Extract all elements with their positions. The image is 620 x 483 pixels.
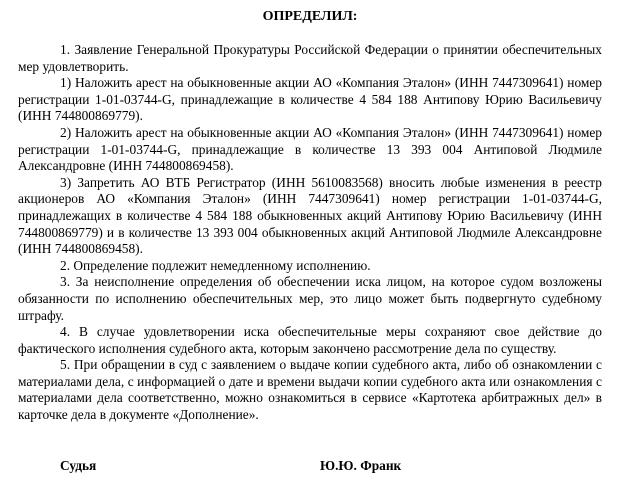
signature-name: Ю.Ю. Франк — [320, 458, 402, 473]
paragraph-1-item-3: 3) Запретить АО ВТБ Регистратор (ИНН 5610083568) вносить любые изменения в реестр акционеров АО «Компания Эталон» (ИНН 7447309641) номер регистрации 1-01-03744-G, принадлежащих в количестве 4 584 188 обыкновенных акций Антипову Юрию Васильевичу (ИНН 744800869779) и в количестве 13 393 004 обыкновенных акций Антиповой Людмиле Александровне (ИНН 744800869458). — [18, 174, 602, 257]
ruling-body — [18, 42, 602, 424]
section-heading: ОПРЕДЕЛИЛ: — [262, 9, 358, 24]
signature-role: Судья — [60, 458, 97, 473]
paragraph-5: 5. При обращении в суд с заявлением о выдаче копии судебного акта, либо об ознакомлении с материалами дела, с информацией о дате и времени выдачи копии судебного акта или ознакомления с материалами дела соответственно, можно ознакомиться в сервисе «Картотека арбитражных дел» в карточке дела в документе «Дополнение». — [18, 357, 602, 423]
paragraph-1: 1. Заявление Генеральной Прокуратуры Российской Федерации о принятии обеспечительных мер удовлетворить. — [18, 42, 602, 74]
paragraph-1-item-2: 2) Наложить арест на обыкновенные акции АО «Компания Эталон» (ИНН 7447309641) номер регистрации 1-01-03744-G, принадлежащие в количестве 13 393 004 Антиповой Людмиле Александровне (ИНН 744800869458). — [18, 124, 602, 174]
paragraph-2: 2. Определение подлежит немедленному исполнению. — [60, 257, 371, 273]
paragraph-4: 4. В случае удовлетворении иска обеспечительные меры сохраняют свое действие до фактического исполнения судебного акта, которым закончено рассмотрение дела по существу. — [18, 324, 602, 356]
paragraph-3: 3. За неисполнение определения об обеспечении иска лицом, на которое судом возложены обязанности по исполнению обеспечительных мер, это лицо может быть подвергнуто судебному штрафу. — [18, 274, 602, 323]
paragraph-1-item-1: 1) Наложить арест на обыкновенные акции АО «Компания Эталон» (ИНН 7447309641) номер регистрации 1-01-03744-G, принадлежащие в количестве 4 584 188 Антипову Юрию Васильевичу (ИНН 744800869779). — [18, 75, 602, 124]
